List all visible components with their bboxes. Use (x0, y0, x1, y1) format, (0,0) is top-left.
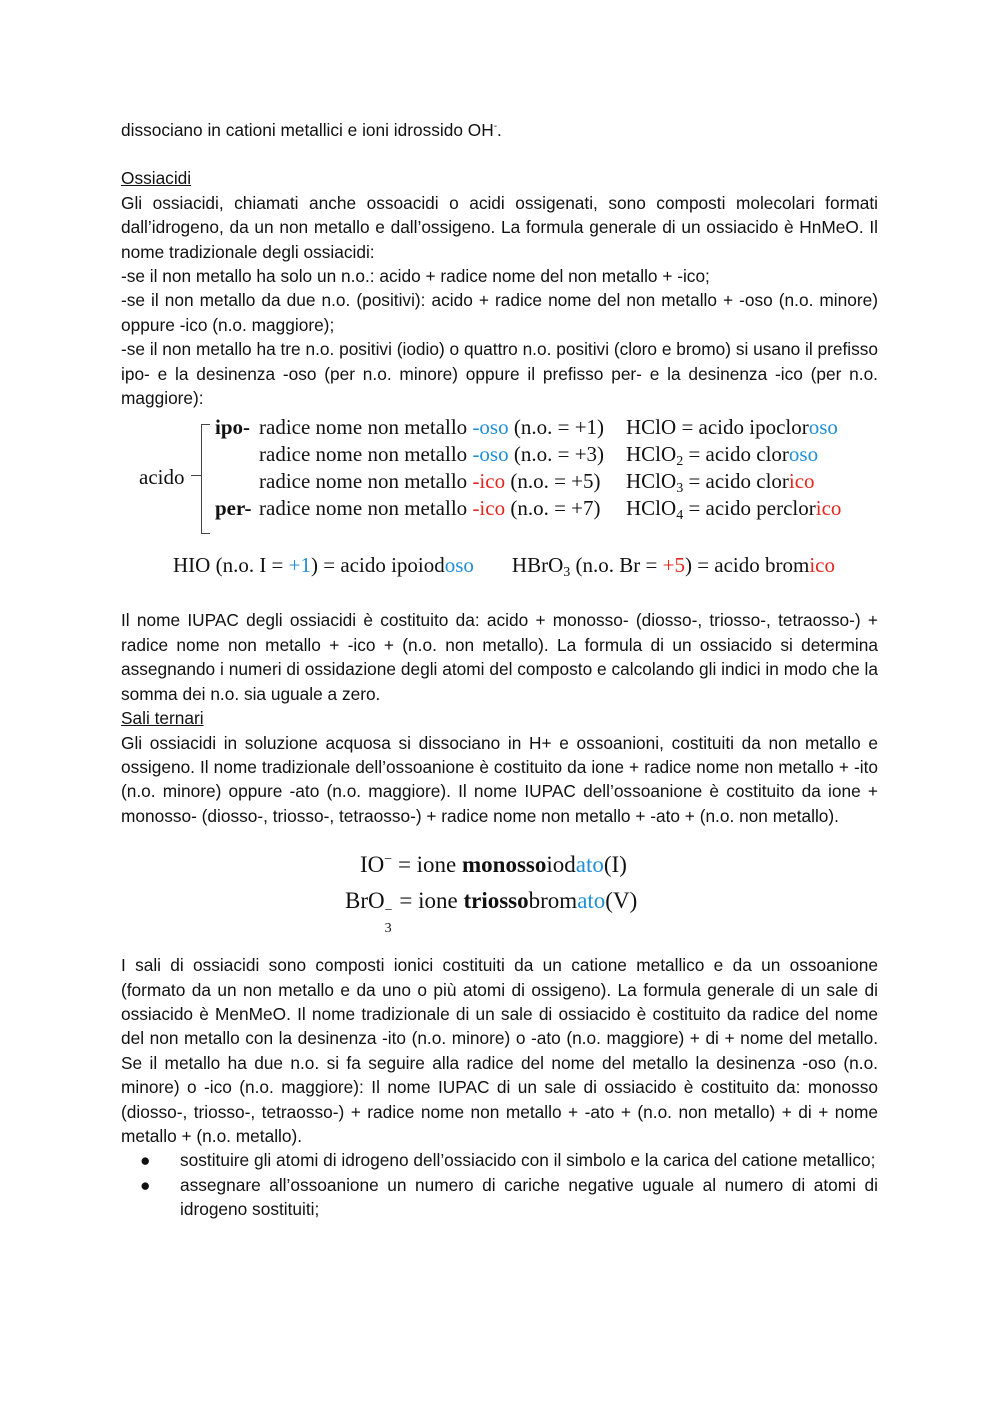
row-oxidation: (n.o. = +1) (508, 415, 605, 440)
formula-base: HClO (626, 469, 677, 494)
formula-suffix: oso (808, 415, 838, 440)
ossiacidi-rule-3: -se il non metallo ha tre n.o. positivi (iodio) o quattro n.o. positivi (cloro e bromo) si usano il prefisso ipo- e la desinenza -oso (per n.o. minore) oppure il prefisso per- e la desinenza -ico (per n.o. maggiore): (121, 339, 878, 409)
bullet-icon: ● (140, 1150, 151, 1171)
l1-suffix: ato (575, 852, 604, 878)
l2-subscript: 3 (384, 921, 392, 937)
document-page (121, 118, 878, 1222)
bullet-list (121, 1148, 878, 1221)
example1-text: HIO (n.o. I = (173, 553, 289, 578)
example2-subscript: 3 (563, 565, 571, 581)
row-formula (626, 495, 841, 522)
l1-prefix: monosso (462, 852, 547, 878)
row-suffix: -ico (472, 496, 506, 521)
list-item (121, 1148, 878, 1172)
ossiacidi-rule-1: -se il non metallo ha solo un n.o.: acido + radice nome del non metallo + -ico; (121, 266, 710, 287)
row-prefix: per- (215, 496, 252, 521)
row-oxidation: (n.o. = +7) (505, 496, 601, 521)
list-item (121, 1173, 878, 1222)
example2-suffix: ico (809, 553, 835, 578)
iupac-paragraph: Il nome IUPAC degli ossiacidi è costituito da: acido + monosso- (diosso-, triosso-, tetraosso-) + radice nome non metallo + -ico + (n.o. non metallo). La formula di un ossiacido si determina assegnando i numeri di ossidazione degli atomi del composto e calcolando gli indici in modo che la somma dei n.o. sia uguale a zero. (121, 610, 878, 704)
l1-eq: = ione (392, 852, 463, 878)
formula-name: = acido perclor (683, 496, 816, 521)
figure-row (215, 441, 819, 470)
ossiacidi-heading: Ossiacidi (121, 168, 192, 189)
formula-base: HClO (626, 496, 677, 521)
intro-end: . (497, 120, 502, 140)
ossiacidi-paragraph: Gli ossiacidi, chiamati anche ossoacidi o acidi ossigenati, sono composti molecolari formati dall’idrogeno, da un non metallo e dall’ossigeno. La formula generale di un ossiacido è HnMeO. Il nome tradizionale degli ossiacidi: (121, 192, 878, 262)
formula-subscript: 3 (676, 481, 684, 497)
list-item-text: sostituire gli atomi di idrogeno dell’ossiacido con il simbolo e la carica del catione metallico; (180, 1150, 876, 1171)
row-suffix: -oso (472, 415, 509, 440)
intro-line (121, 118, 878, 142)
list-item-text: assegnare all’ossoanione un numero di cariche negative uguale al numero di atomi di idrogeno sostituiti; (180, 1174, 878, 1220)
example2-formula: HBrO (511, 553, 564, 578)
figure-row (215, 414, 838, 441)
l1-charge: − (384, 852, 393, 868)
formula-suffix: ico (815, 496, 842, 521)
row-oxidation: (n.o. = +3) (508, 442, 605, 467)
figure-acido-label: acido (139, 465, 185, 490)
row-oxidation: (n.o. = +5) (505, 469, 601, 494)
ossiacidi-rule-2: -se il non metallo da due n.o. (positivi): acido + radice nome del non metallo + -oso (n.o. minore) oppure -ico (n.o. maggiore); (121, 290, 878, 335)
sali-heading: Sali ternari (121, 708, 204, 729)
row-formula (626, 414, 838, 441)
formula-subscript: 2 (676, 454, 684, 470)
ossoanion-line-2 (345, 888, 638, 937)
l2-formula: BrO (345, 888, 385, 914)
figure-bracket-dash (191, 475, 201, 476)
l2-prefix: triosso (463, 888, 529, 914)
row-text: radice nome non metallo (259, 442, 473, 467)
row-formula (626, 468, 815, 495)
formula-suffix: oso (788, 442, 819, 467)
example1-name: ) = acido ipoiod (311, 553, 445, 578)
ossoanion-line-1 (360, 853, 627, 877)
formula-name: = acido clor (683, 469, 789, 494)
example2-name: ) = acido brom (684, 553, 810, 578)
l2-root: brom (528, 888, 578, 914)
formula-subscript: 4 (676, 508, 684, 524)
row-text: radice nome non metallo (259, 415, 473, 440)
nomenclature-figure (121, 410, 878, 608)
intro-superscript: - (493, 121, 498, 132)
l2-eq: = ione (393, 888, 464, 914)
intro-text: dissociano in cationi metallici e ioni idrossido OH (121, 120, 494, 140)
example2-value: +5 (662, 553, 685, 578)
bullet-icon: ● (140, 1174, 151, 1195)
row-suffix: -ico (472, 469, 506, 494)
l1-end: (I) (603, 852, 627, 878)
figure-row (215, 495, 842, 524)
row-text: radice nome non metallo (259, 496, 473, 521)
figure-bracket (201, 424, 210, 534)
figure-rows (215, 414, 842, 524)
row-text: radice nome non metallo (259, 469, 473, 494)
example1-value: +1 (288, 553, 311, 578)
formula-base: HClO (626, 415, 677, 440)
l1-root: iod (546, 852, 576, 878)
formula-name: = acido ipoclor (676, 415, 809, 440)
row-prefix: ipo- (215, 415, 251, 440)
ossoanion-figure (121, 828, 878, 953)
row-formula (626, 441, 818, 468)
formula-name: = acido clor (683, 442, 789, 467)
sali-ossiacidi-paragraph: I sali di ossiacidi sono composti ionici costituiti da un catione metallico e da un ossoanione (formato da un non metallo e da uno o più atomi di ossigeno). La formula generale di un sale di ossiacido è MenMeO. Il nome tradizionale di un sale di ossiacido è costituito da radice del nome del non metallo con la desinenza -ito (n.o. minore) o -ato (n.o. maggiore) + di + nome del metallo. Se il metallo ha due n.o. si fa seguire alla radice del nome del metallo la desinenza -oso (n.o. minore) o -ico (n.o. maggiore): Il nome IUPAC di un sale di ossiacido è costituito da: monosso (diosso-, triosso-, tetraosso-) + radice nome non metallo + -ato + (n.o. non metallo) + di + nome metallo + (n.o. metallo). (121, 955, 878, 1146)
figure-examples (173, 553, 835, 581)
l2-suffix: ato (577, 888, 606, 914)
row-suffix: -oso (472, 442, 509, 467)
figure-row (215, 468, 815, 497)
sali-paragraph: Gli ossiacidi in soluzione acquosa si dissociano in H+ e ossoanioni, costituiti da non metallo e ossigeno. Il nome tradizionale dell’ossoanione è costituito da ione + radice nome non metallo + -ito (n.o. minore) oppure -ato (n.o. maggiore). Il nome IUPAC dell’ossoanione è costituito da ione + monosso- (diosso-, triosso-, tetraosso-) + radice nome non metallo + -ato + (n.o. non metallo). (121, 732, 878, 826)
formula-suffix: ico (788, 469, 815, 494)
l1-formula: IO (360, 852, 385, 878)
formula-base: HClO (626, 442, 677, 467)
example1-suffix: oso (444, 553, 474, 578)
l2-charge: − (384, 903, 393, 919)
example2-text: (n.o. Br = (570, 553, 663, 578)
l2-end: (V) (605, 888, 638, 914)
